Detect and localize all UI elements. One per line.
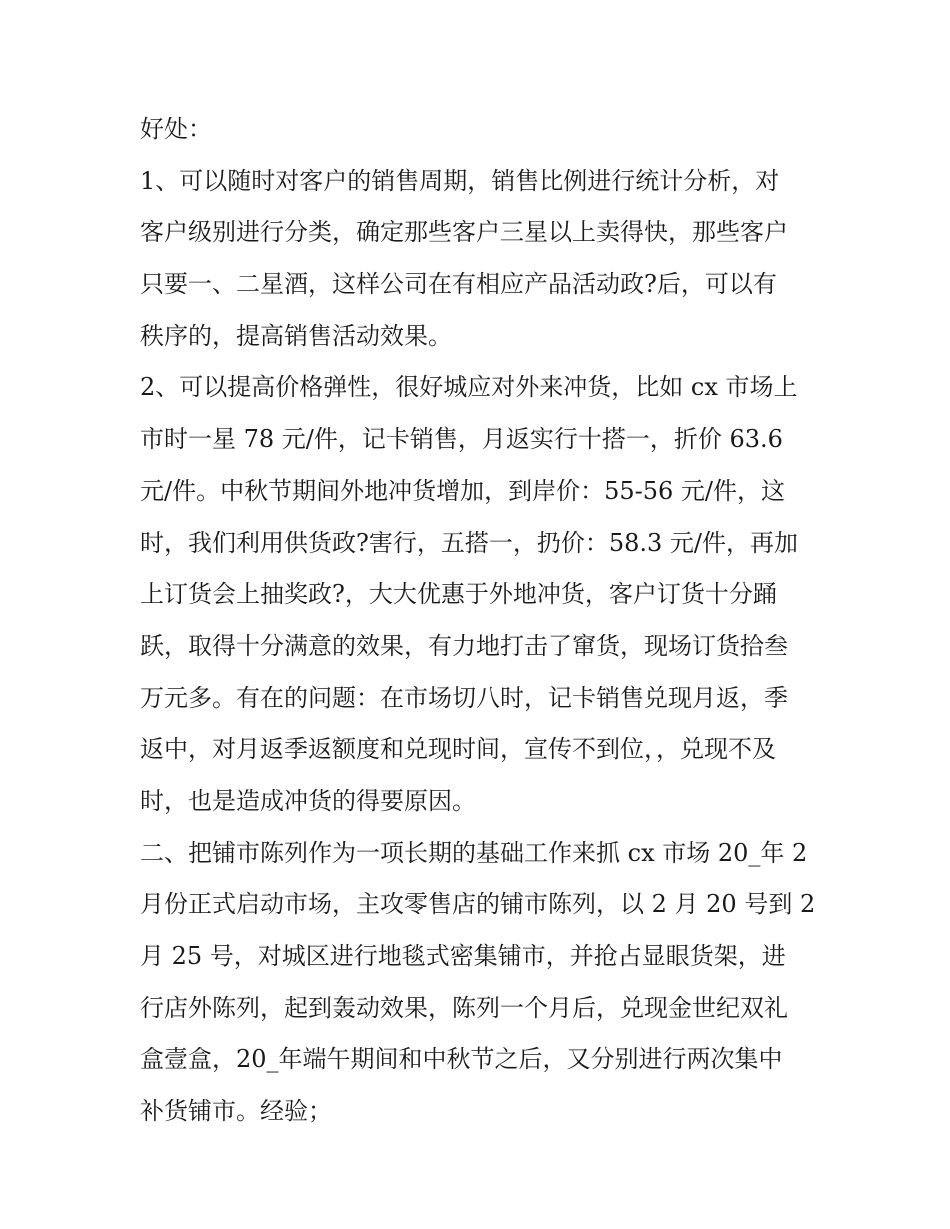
text-line: 元/件。中秋节期间外地冲货增加，到岸价：55-56 元/件，这 [140, 476, 785, 505]
body-text [140, 104, 820, 1138]
text-line: 补货铺市。经验； [140, 1097, 332, 1126]
text-line: 时，我们利用供货政?害行，五搭一，扔价：58.3 元/件，再加 [140, 528, 799, 557]
text-line: 时，也是造成冲货的得要原因。 [140, 786, 476, 815]
text-line: 行店外陈列，起到轰动效果，陈列一个月后，兑现金世纪双礼 [140, 993, 788, 1022]
text-line: 月份正式启动市场，主攻零售店的铺市陈列，以 2 月 20 号到 2 [140, 890, 816, 919]
text-line: 月 25 号，对城区进行地毯式密集铺市，并抢占显眼货架，进 [140, 942, 786, 970]
text-line: 2、可以提高价格弹性，很好城应对外来冲货，比如 cx 市场上 [140, 373, 798, 402]
text-line: 二、把铺市陈列作为一项长期的基础工作来抓 cx 市场 20_年 2 [140, 838, 808, 867]
text-line: 返中，对月返季返额度和兑现时间，宣传不到位，，兑现不及 [140, 735, 776, 764]
text-line: 秩序的，提高销售活动效果。 [140, 321, 452, 350]
text-line: 1、可以随时对客户的销售周期，销售比例进行统计分析，对 [140, 166, 780, 195]
text-line: 上订货会上抽奖政?，大大优惠于外地冲货，客户订货十分踊 [140, 580, 777, 609]
text-line: 盒壹盒，20_年端午期间和中秋节之后，又分别进行两次集中 [140, 1045, 783, 1074]
text-line: 市时一星 78 元/件，记卡销售，月返实行十搭一，折价 63.6 [140, 425, 783, 454]
text-line: 好处： [140, 115, 212, 143]
text-line: 万元多。有在的问题：在市场切八时，记卡销售兑现月返，季 [140, 683, 788, 712]
text-line: 只要一、二星酒，这样公司在有相应产品活动政?后，可以有 [140, 270, 777, 299]
text-line: 客户级别进行分类，确定那些客户三星以上卖得快，那些客户 [140, 218, 788, 247]
text-line: 跃，取得十分满意的效果，有力地打击了窜货，现场订货拾叁 [140, 631, 788, 660]
